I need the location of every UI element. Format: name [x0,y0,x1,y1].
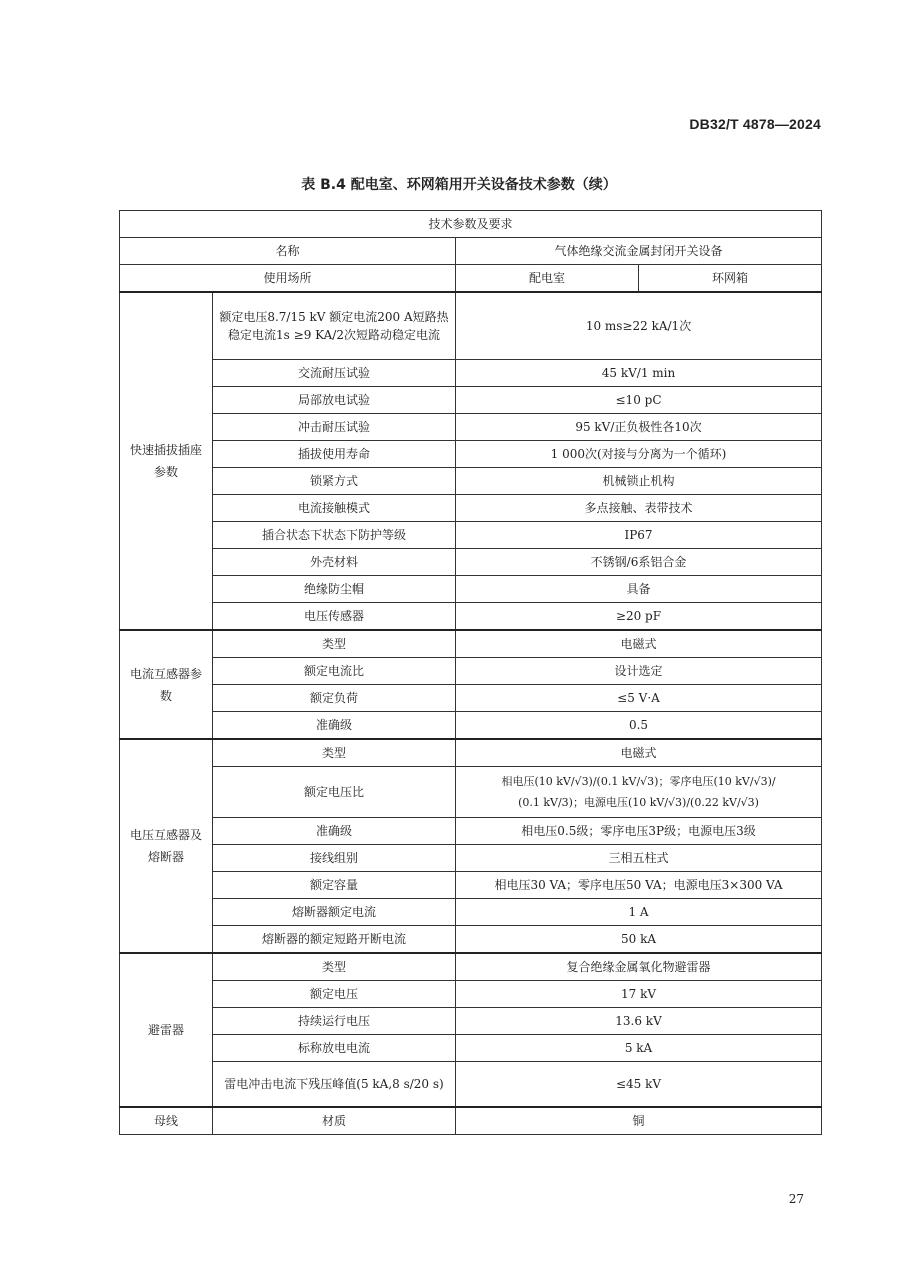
table-row [120,468,822,495]
value-cell: 相电压0.5级；零序电压3P级；电源电压3级 [456,818,822,845]
table-row [120,953,822,981]
param-cell: 熔断器的额定短路开断电流 [213,926,456,954]
table-row [120,630,822,658]
site-label-cell: 使用场所 [120,265,456,293]
value-cell: 45 kV/1 min [456,360,822,387]
value-cell: 具备 [456,576,822,603]
value-cell: 不锈钢/6系铝合金 [456,549,822,576]
name-label-cell: 名称 [120,238,456,265]
table-row [120,981,822,1008]
table-row [120,1107,822,1135]
value-cell: 95 kV/正负极性各10次 [456,414,822,441]
table-row [120,658,822,685]
param-cell: 插拔使用寿命 [213,441,456,468]
param-cell: 标称放电电流 [213,1035,456,1062]
value-cell: 电磁式 [456,739,822,767]
param-cell: 类型 [213,953,456,981]
group-label-cell: 母线 [120,1107,213,1135]
param-cell: 熔断器额定电流 [213,899,456,926]
value-cell: ≤5 V·A [456,685,822,712]
param-cell: 局部放电试验 [213,387,456,414]
param-cell: 锁紧方式 [213,468,456,495]
value-cell: 多点接触、表带技术 [456,495,822,522]
value-line: 相电压(10 kV/√3)/(0.1 kV/√3)；零序电压(10 kV/√3)/ [501,775,776,788]
value-cell: IP67 [456,522,822,549]
table-row [120,926,822,954]
value-cell: 电磁式 [456,630,822,658]
site-row [120,265,822,293]
table-row [120,387,822,414]
table-row [120,1035,822,1062]
table-row [120,549,822,576]
param-cell: 额定容量 [213,872,456,899]
table-title: 表 B.4 配电室、环网箱用开关设备技术参数（续） [301,177,617,193]
param-cell: 额定电压比 [213,767,456,818]
value-cell: 50 kA [456,926,822,954]
param-cell: 插合状态下状态下防护等级 [213,522,456,549]
param-cell: 准确级 [213,818,456,845]
value-cell: 0.5 [456,712,822,740]
value-cell: 三相五柱式 [456,845,822,872]
table-row [120,767,822,818]
param-cell: 冲击耐压试验 [213,414,456,441]
table-row [120,899,822,926]
site-value-cell: 配电室 [456,265,639,293]
param-cell: 外壳材料 [213,549,456,576]
value-cell: 铜 [456,1107,822,1135]
value-cell: ≤10 pC [456,387,822,414]
group-label-cell: 电流互感器参数 [120,630,213,739]
table-row [120,292,822,360]
value-cell: ≥20 pF [456,603,822,631]
document-code: DB32/T 4878—2024 [689,116,821,132]
value-cell: 设计选定 [456,658,822,685]
table-row [120,360,822,387]
param-cell: 交流耐压试验 [213,360,456,387]
param-cell: 类型 [213,739,456,767]
value-cell: 1 000次(对接与分离为一个循环) [456,441,822,468]
table-row [120,712,822,740]
name-value-cell: 气体绝缘交流金属封闭开关设备 [456,238,822,265]
spec-table [119,210,822,1135]
param-cell: 雷电冲击电流下残压峰值(5 kA,8 s/20 s) [213,1062,456,1108]
table-header-row [120,211,822,238]
table-row [120,495,822,522]
table-row [120,414,822,441]
table-row [120,739,822,767]
param-cell: 额定负荷 [213,685,456,712]
value-cell: 17 kV [456,981,822,1008]
param-cell: 额定电压 [213,981,456,1008]
param-cell: 电流接触模式 [213,495,456,522]
value-cell: 10 ms≥22 kA/1次 [456,292,822,360]
page-number: 27 [788,1192,804,1206]
site-value-cell: 环网箱 [639,265,822,293]
param-cell: 电压传感器 [213,603,456,631]
table-row [120,845,822,872]
param-cell: 接线组别 [213,845,456,872]
table-row [120,603,822,631]
table-row [120,872,822,899]
table-row [120,685,822,712]
name-row [120,238,822,265]
param-cell: 持续运行电压 [213,1008,456,1035]
param-cell: 材质 [213,1107,456,1135]
group-label-cell: 快速插拔插座参数 [120,292,213,630]
value-cell [456,767,822,818]
param-cell: 额定电压8.7/15 kV 额定电流200 A短路热稳定电流1s ≥9 KA/2次短路动稳定电流 [213,292,456,360]
table-row [120,576,822,603]
table-row [120,1062,822,1108]
value-cell: 机械锁止机构 [456,468,822,495]
table-row [120,522,822,549]
value-cell: 复合绝缘金属氧化物避雷器 [456,953,822,981]
param-cell: 类型 [213,630,456,658]
param-cell: 绝缘防尘帽 [213,576,456,603]
table-row [120,818,822,845]
value-cell: ≤45 kV [456,1062,822,1108]
group-label-cell: 避雷器 [120,953,213,1107]
param-cell: 准确级 [213,712,456,740]
value-cell: 相电压30 VA；零序电压50 VA；电源电压3×300 VA [456,872,822,899]
table-row [120,441,822,468]
group-label-cell: 电压互感器及熔断器 [120,739,213,953]
value-cell: 13.6 kV [456,1008,822,1035]
value-cell: 1 A [456,899,822,926]
value-cell: 5 kA [456,1035,822,1062]
value-line: (0.1 kV/3)；电源电压(10 kV/√3)/(0.22 kV/√3) [518,796,759,809]
param-cell: 额定电流比 [213,658,456,685]
table-row [120,1008,822,1035]
header-main-cell: 技术参数及要求 [120,211,822,238]
